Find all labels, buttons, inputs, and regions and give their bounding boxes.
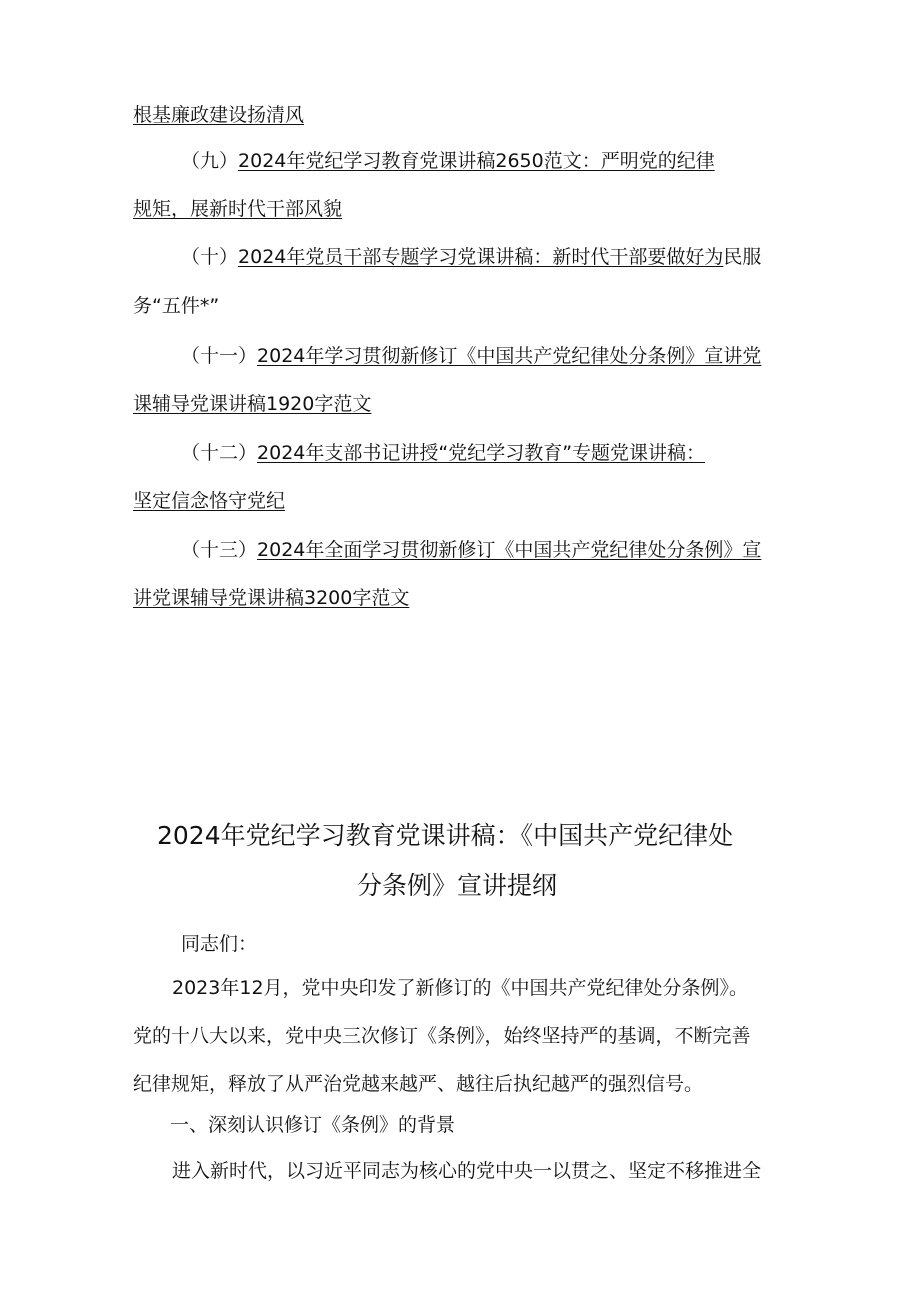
paragraph-line: 纪律规矩，释放了从严治党越来越严、越往后执纪越严的强烈信号。 (133, 1073, 704, 1095)
toc-link[interactable]: 2024年支部书记讲授“党纪学习教育”专题党课讲稿： (257, 442, 706, 464)
article-title: 2024年党纪学习教育党课讲稿：《中国共产党纪律处 (157, 821, 734, 850)
greeting: 同志们： (181, 933, 258, 955)
toc-line[interactable] (133, 103, 304, 127)
paragraph-line: 党的十八大以来，党中央三次修订《条例》，始终坚持严的基调，不断完善 (133, 1025, 751, 1047)
paragraph-line: 2023年12月，党中央印发了新修订的《中国共产党纪律处分条例》。 (172, 977, 749, 999)
toc-line[interactable] (133, 197, 342, 221)
toc-line[interactable] (181, 149, 715, 173)
toc-text: 务“五件*” (133, 295, 220, 317)
toc-text: 民服 (723, 246, 762, 268)
toc-number: （十二） (181, 442, 258, 464)
toc-line[interactable] (133, 489, 285, 513)
toc-link[interactable]: 课辅导党课讲稿1920字范文 (133, 393, 372, 415)
toc-number: （九） (181, 150, 239, 172)
toc-line[interactable] (181, 538, 761, 562)
toc-line[interactable] (181, 344, 761, 368)
toc-link[interactable]: 根基廉政建设扬清风 (133, 104, 305, 126)
toc-link[interactable]: 2024年全面学习贯彻新修订《中国共产党纪律处分条例》宣 (257, 539, 762, 561)
toc-line[interactable] (133, 586, 409, 610)
toc-link[interactable]: 2024年党员干部专题学习党课讲稿：新时代干部要做好为 (238, 246, 724, 268)
toc-link[interactable]: 坚定信念恪守党纪 (133, 490, 286, 512)
toc-line[interactable] (181, 441, 705, 465)
toc-link[interactable]: 规矩，展新时代干部风貌 (133, 198, 343, 220)
toc-number: （十三） (181, 539, 258, 561)
toc-line[interactable] (133, 392, 371, 416)
toc-number: （十） (181, 246, 239, 268)
paragraph-line: 进入新时代，以习近平同志为核心的党中央一以贯之、坚定不移推进全 (172, 1160, 762, 1182)
toc-line (133, 294, 219, 318)
toc-number: （十一） (181, 345, 258, 367)
toc-link[interactable]: 2024年学习贯彻新修订《中国共产党纪律处分条例》宣讲党 (257, 345, 762, 367)
toc-link[interactable]: 2024年党纪学习教育党课讲稿2650范文：严明党的纪律 (238, 150, 715, 172)
toc-link[interactable]: 讲党课辅导党课讲稿3200字范文 (133, 587, 410, 609)
toc-line[interactable] (181, 245, 761, 269)
section-heading: 一、深刻认识修订《条例》的背景 (170, 1114, 456, 1136)
article-title: 分条例》宣讲提纲 (357, 871, 558, 900)
